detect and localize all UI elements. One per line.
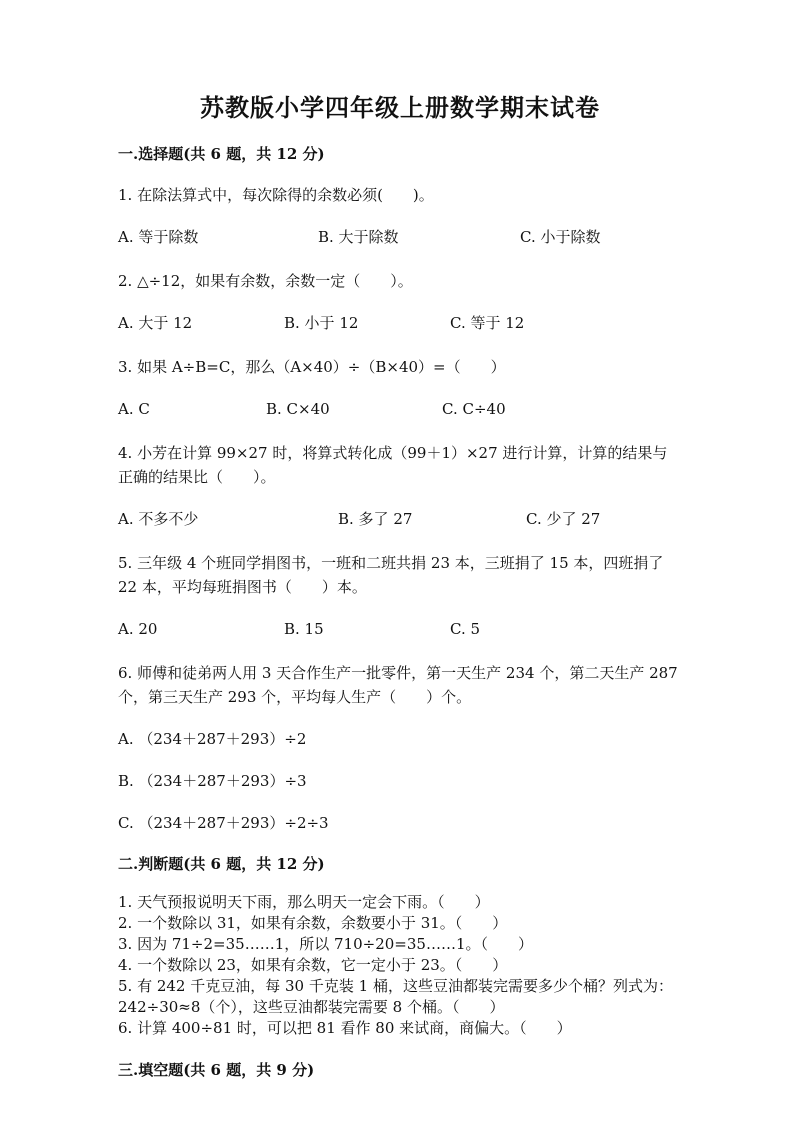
option-a: A. 20 xyxy=(118,619,158,638)
question-2-options xyxy=(118,313,682,333)
option-a: A. 大于 12 xyxy=(118,313,193,332)
option-b: B. 多了 27 xyxy=(338,509,413,528)
question-5-options xyxy=(118,619,682,639)
question-3-options xyxy=(118,399,682,419)
question-1-stem: 1. 在除法算式中，每次除得的余数必须( )。 xyxy=(118,185,434,204)
option-c: C. C÷40 xyxy=(442,399,506,418)
question-6-option-c: C. （234＋287＋293）÷2÷3 xyxy=(118,813,329,832)
judge-list xyxy=(118,892,682,1039)
option-b: B. 大于除数 xyxy=(318,227,399,246)
option-c: C. 少了 27 xyxy=(526,509,601,528)
option-c: C. 小于除数 xyxy=(520,227,601,246)
option-b: B. C×40 xyxy=(266,399,330,418)
option-b: B. 15 xyxy=(284,619,324,638)
section-heading-judge: 二.判断题(共 6 题，共 12 分) xyxy=(118,854,325,873)
question-6-option-a: A. （234＋287＋293）÷2 xyxy=(118,729,307,748)
section-heading-fill: 三.填空题(共 6 题，共 9 分) xyxy=(118,1061,315,1080)
judge-item-4: 4. 一个数除以 23，如果有余数，它一定小于 23。（ ） xyxy=(118,956,508,975)
question-6-option-b: B. （234＋287＋293）÷3 xyxy=(118,771,307,790)
option-c: C. 5 xyxy=(450,619,481,638)
question-5-stem: 5. 三年级 4 个班同学捐图书，一班和二班共捐 23 本，三班捐了 15 本，四班捐了 22 本，平均每班捐图书（ ）本。 xyxy=(118,553,669,596)
judge-item-2: 2. 一个数除以 31，如果有余数，余数要小于 31。（ ） xyxy=(118,914,508,933)
question-1-options xyxy=(118,227,682,247)
judge-item-6: 6. 计算 400÷81 时，可以把 81 看作 80 来试商，商偏大。（ ） xyxy=(118,1019,572,1038)
judge-item-3: 3. 因为 71÷2=35……1，所以 710÷20=35……1。（ ） xyxy=(118,935,533,954)
judge-item-5: 5. 有 242 千克豆油，每 30 千克装 1 桶，这些豆油都装完需要多少个桶？列式为：242÷30≈8（个），这些豆油都装完需要 8 个桶。（ ） xyxy=(118,977,673,1017)
question-4-options xyxy=(118,509,682,529)
option-a: A. 等于除数 xyxy=(118,227,199,246)
option-a: A. C xyxy=(118,399,150,418)
option-c: C. 等于 12 xyxy=(450,313,525,332)
page-title: 苏教版小学四年级上册数学期末试卷 xyxy=(200,93,600,122)
question-3-stem: 3. 如果 A÷B=C，那么（A×40）÷（B×40）=（ ） xyxy=(118,357,506,376)
question-2-stem: 2. △÷12，如果有余数，余数一定（ ）。 xyxy=(118,271,413,290)
option-a: A. 不多不少 xyxy=(118,509,199,528)
option-b: B. 小于 12 xyxy=(284,313,359,332)
judge-item-1: 1. 天气预报说明天下雨，那么明天一定会下雨。（ ） xyxy=(118,893,490,912)
question-6-stem: 6. 师傅和徒弟两人用 3 天合作生产一批零件，第一天生产 234 个，第二天生产 287 个，第三天生产 293 个，平均每人生产（ ）个。 xyxy=(118,663,683,706)
question-4-stem: 4. 小芳在计算 99×27 时，将算式转化成（99＋1）×27 进行计算，计算的结果与正确的结果比（ ）。 xyxy=(118,443,668,486)
section-heading-choice: 一.选择题(共 6 题，共 12 分) xyxy=(118,145,325,164)
